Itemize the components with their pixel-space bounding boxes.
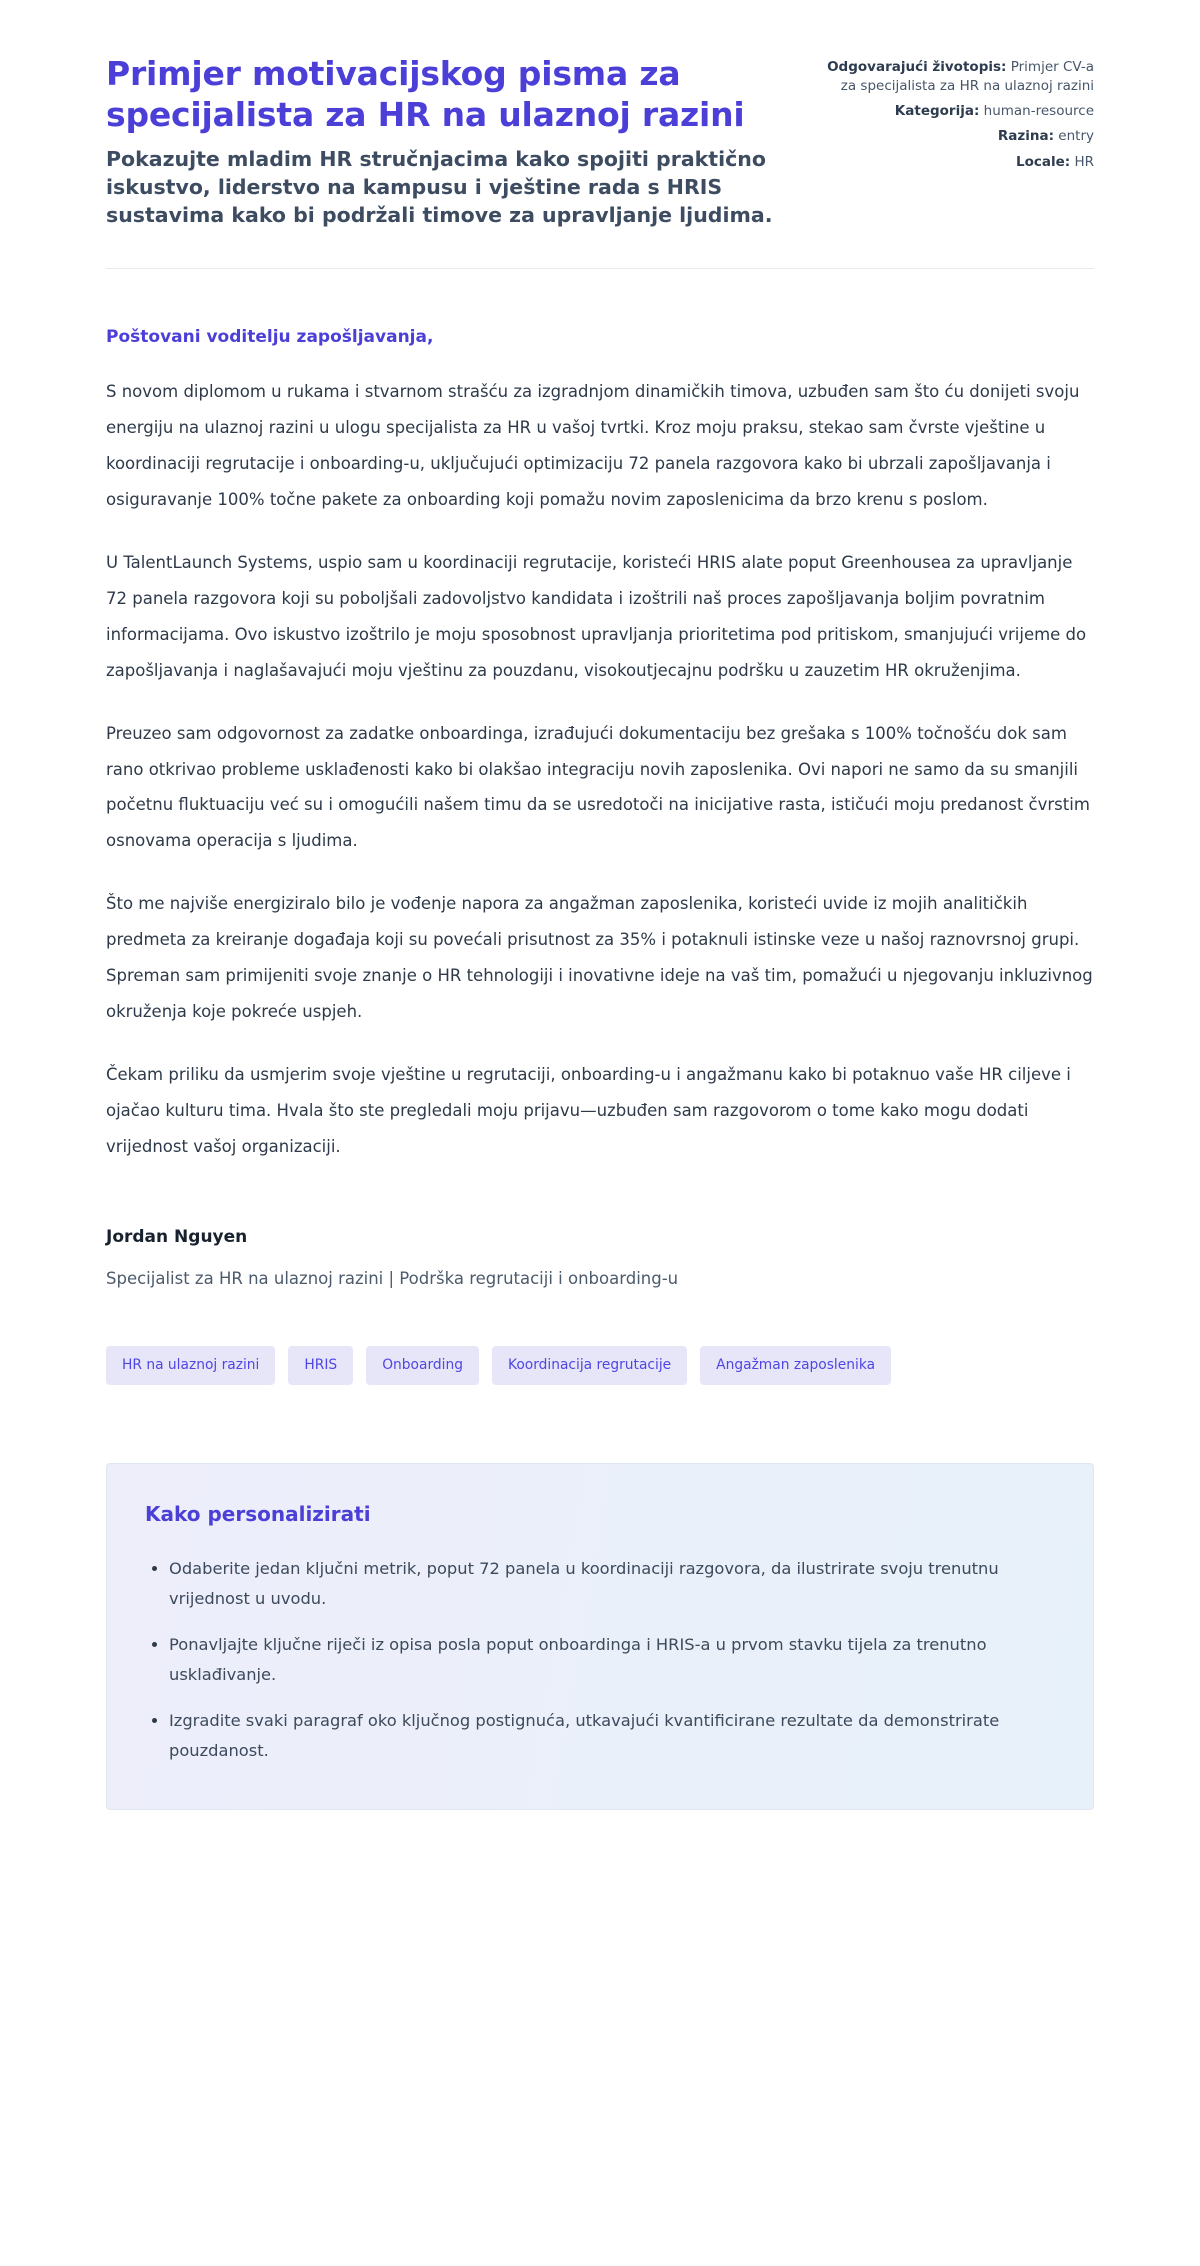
meta-value: Primjer CV-a za specijalista za HR na ulaznoj razini xyxy=(840,59,1094,95)
meta-item-category xyxy=(822,102,1094,121)
letter-paragraph-2: U TalentLaunch Systems, uspio sam u koordinaciji regrutacije, koristeći HRIS alate poput Greenhousea za upravljanje 72 panela razgovora koji su poboljšali zadovoljstvo kandidata i izoštrili naš proces zapošljavanja boljim povratnim informacijama. Ovo iskustvo izoštrilo je moju sposobnost upravljanja prioritetima pod pritiskom, smanjujući vrijeme do zapošljavanja i naglašavajući moju vještinu za pouzdanu, visokoutjecajnu podršku u zauzetim HR okruženjima. xyxy=(106,552,1087,680)
tag-chip-onboarding: Onboarding xyxy=(366,1346,479,1385)
personalization-tips-box xyxy=(106,1463,1094,1810)
meta-label: Razina: xyxy=(997,128,1054,145)
letter-greeting: Poštovani voditelju zapošljavanja, xyxy=(106,326,434,347)
page xyxy=(106,0,1094,1882)
letter-paragraph-3: Preuzeo sam odgovornost za zadatke onboardinga, izrađujući dokumentaciju bez grešaka s 100% točnošću dok sam rano otkrivao probleme usklađenosti kako bi olakšao integraciju novih zaposlenika. Ovi napori ne samo da su smanjili početnu fluktuaciju već su i omogućili našem timu da se usredotoči na inicijative rasta, ističući moju predanost čvrstim osnovama operacija s ljudima. xyxy=(106,723,1090,851)
meta-label: Odgovarajući životopis: xyxy=(827,59,1007,75)
meta-value: entry xyxy=(1058,128,1094,145)
tag-chip-koordinacija-regrutacije: Koordinacija regrutacije xyxy=(492,1346,687,1385)
tip-item-3: • Izgradite svaki paragraf oko ključnog postignuća, utkavajući kvantificirane rezultate da demonstrirate pouzdanost. xyxy=(169,1706,1055,1766)
page-subtitle: Pokazujte mladim HR stručnjacima kako spojiti praktično iskustvo, liderstvo na kampusu i vještine rada s HRIS sustavima kako bi podržali timove za upravljanje ljudima. xyxy=(106,147,773,227)
meta-value: HR xyxy=(1074,153,1094,170)
meta-item-locale xyxy=(822,153,1094,172)
header-divider xyxy=(106,268,1094,269)
tip-item-2: • Ponavljajte ključne riječi iz opisa posla poput onboardinga i HRIS-a u prvom stavku tijela za trenutno usklađivanje. xyxy=(169,1630,1055,1690)
letter-paragraph-5: Čekam priliku da usmjerim svoje vještine u regrutaciji, onboarding-u i angažmanu kako bi potaknuo vaše HR ciljeve i ojačao kulturu tima. Hvala što ste pregledali moju prijavu—uzbuđen sam razgovorom o tome kako mogu dodati vrijednost vašoj organizaciji. xyxy=(106,1065,1071,1157)
letter-body xyxy=(106,327,1094,1288)
meta-label: Kategorija: xyxy=(894,103,980,120)
page-title: Primjer motivacijskog pisma za specijalista za HR na ulaznoj razini xyxy=(106,54,745,134)
tag-list xyxy=(106,1346,1094,1385)
signature-role: Specijalist za HR na ulaznoj razini | Podrška regrutaciji i onboarding-u xyxy=(106,1269,679,1289)
meta-label: Locale: xyxy=(1015,153,1071,170)
tag-chip-hris: HRIS xyxy=(288,1346,353,1385)
meta-item-matching-resume xyxy=(822,58,1094,96)
letter-paragraph-1: S novom diplomom u rukama i stvarnom strašću za izgradnjom dinamičkih timova, uzbuđen sam što ću donijeti svoju energiju na ulaznoj razini u ulogu specijalista za HR u vašoj tvrtki. Kroz moju praksu, stekao sam čvrste vještine u koordinaciji regrutacije i onboarding-u, uključujući optimizaciju 72 panela razgovora kako bi ubrzali zapošljavanja i osiguravanje 100% točne pakete za onboarding koji pomažu novim zaposlenicima da brzo krenu s poslom. xyxy=(106,381,1080,509)
signature-name: Jordan Nguyen xyxy=(106,1227,248,1248)
title-block xyxy=(106,54,782,230)
meta-value: human-resource xyxy=(983,103,1094,120)
meta-panel xyxy=(822,54,1094,178)
tag-chip-angazman-zaposlenika: Angažman zaposlenika xyxy=(700,1346,891,1385)
letter-paragraph-4: Što me najviše energiziralo bilo je vođenje napora za angažman zaposlenika, koristeći uvide iz mojih analitičkih predmeta za kreiranje događaja koji su povećali prisutnost za 35% i potaknuli istinske veze u našoj raznovrsnoj grupi. Spreman sam primijeniti svoje znanje o HR tehnologiji i inovativne ideje na vaš tim, pomažući u njegovanju inkluzivnog okruženja koje pokreće uspjeh. xyxy=(106,894,1093,1022)
tips-heading: Kako personalizirati xyxy=(145,1501,371,1526)
meta-item-level xyxy=(822,127,1094,146)
tag-chip-hr-na-ulaznoj-razini: HR na ulaznoj razini xyxy=(106,1346,275,1385)
tips-list xyxy=(145,1554,1055,1767)
header xyxy=(106,54,1094,230)
tip-item-1: • Odaberite jedan ključni metrik, poput 72 panela u koordinaciji razgovora, da ilustrirate svoju trenutnu vrijednost u uvodu. xyxy=(169,1554,1055,1614)
